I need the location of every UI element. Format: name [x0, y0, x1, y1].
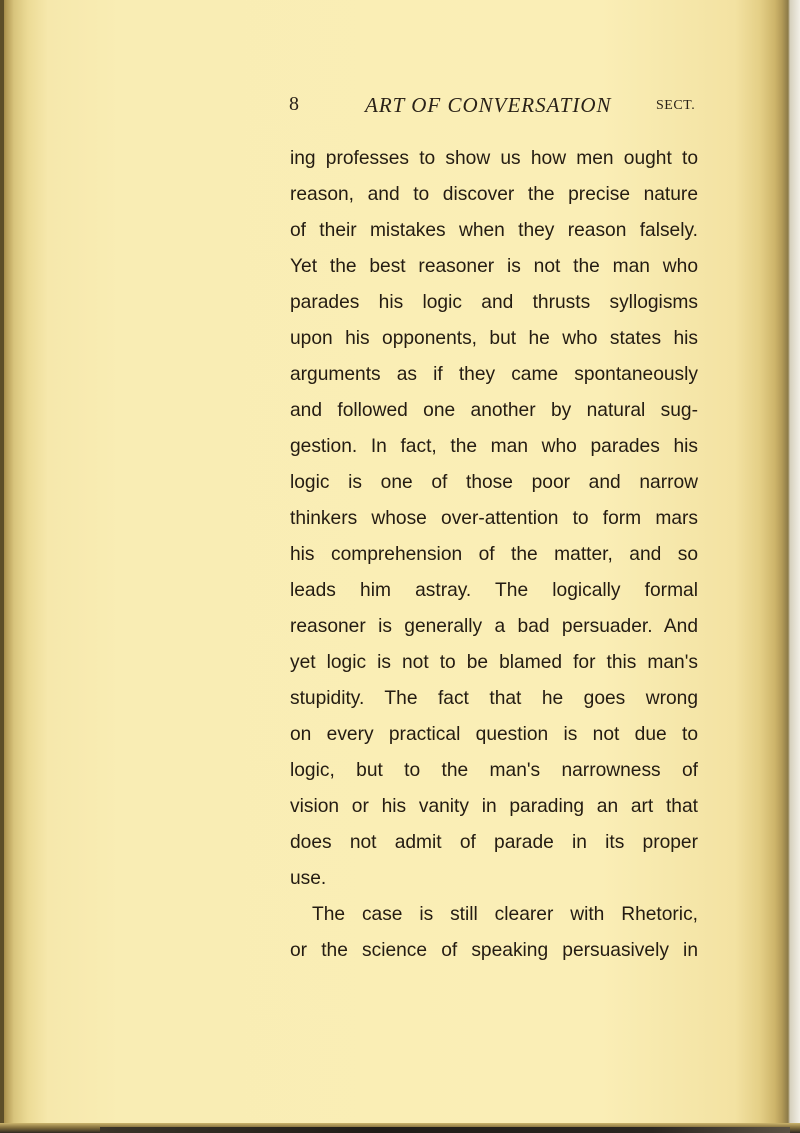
- body-text: [290, 141, 698, 969]
- text-line: upon his opponents, but he who states his: [290, 328, 698, 349]
- text-line: reasoner is generally a bad persuader. And: [290, 616, 698, 637]
- text-line: his comprehension of the matter, and so: [290, 544, 698, 565]
- text-line: vision or his vanity in parading an art that: [290, 796, 698, 817]
- text-line: does not admit of parade in its proper: [290, 832, 698, 853]
- text-line: ing professes to show us how men ought to: [290, 148, 698, 169]
- text-line-paragraph-start: The case is still clearer with Rhetoric,: [312, 904, 698, 925]
- page-gutter-shadow: [0, 0, 4, 1133]
- text-line: arguments as if they came spontaneously: [290, 364, 698, 385]
- text-line: stupidity. The fact that he goes wrong: [290, 688, 698, 709]
- text-line: logic is one of those poor and narrow: [290, 472, 698, 493]
- page-number: 8: [289, 93, 299, 115]
- page-bottom-shadow: [100, 1127, 790, 1133]
- text-line: logic, but to the man's narrowness of: [290, 760, 698, 781]
- running-header: [289, 93, 709, 123]
- text-line: of their mistakes when they reason falsely.: [290, 220, 698, 241]
- running-title: ART OF CONVERSATION: [365, 93, 612, 117]
- text-line: gestion. In fact, the man who parades his: [290, 436, 698, 457]
- text-line: or the science of speaking persuasively in: [290, 940, 698, 961]
- text-line-paragraph-end: use.: [290, 868, 327, 889]
- text-line: on every practical question is not due to: [290, 724, 698, 745]
- text-line: reason, and to discover the precise nature: [290, 184, 698, 205]
- section-label: SECT.: [656, 98, 696, 113]
- text-line: Yet the best reasoner is not the man who: [290, 256, 698, 277]
- text-line: thinkers whose over-attention to form mars: [290, 508, 698, 529]
- text-line: parades his logic and thrusts syllogisms: [290, 292, 698, 313]
- text-line: leads him astray. The logically formal: [290, 580, 698, 601]
- text-line: yet logic is not to be blamed for this man's: [290, 652, 698, 673]
- text-line: and followed one another by natural sug-: [290, 400, 698, 421]
